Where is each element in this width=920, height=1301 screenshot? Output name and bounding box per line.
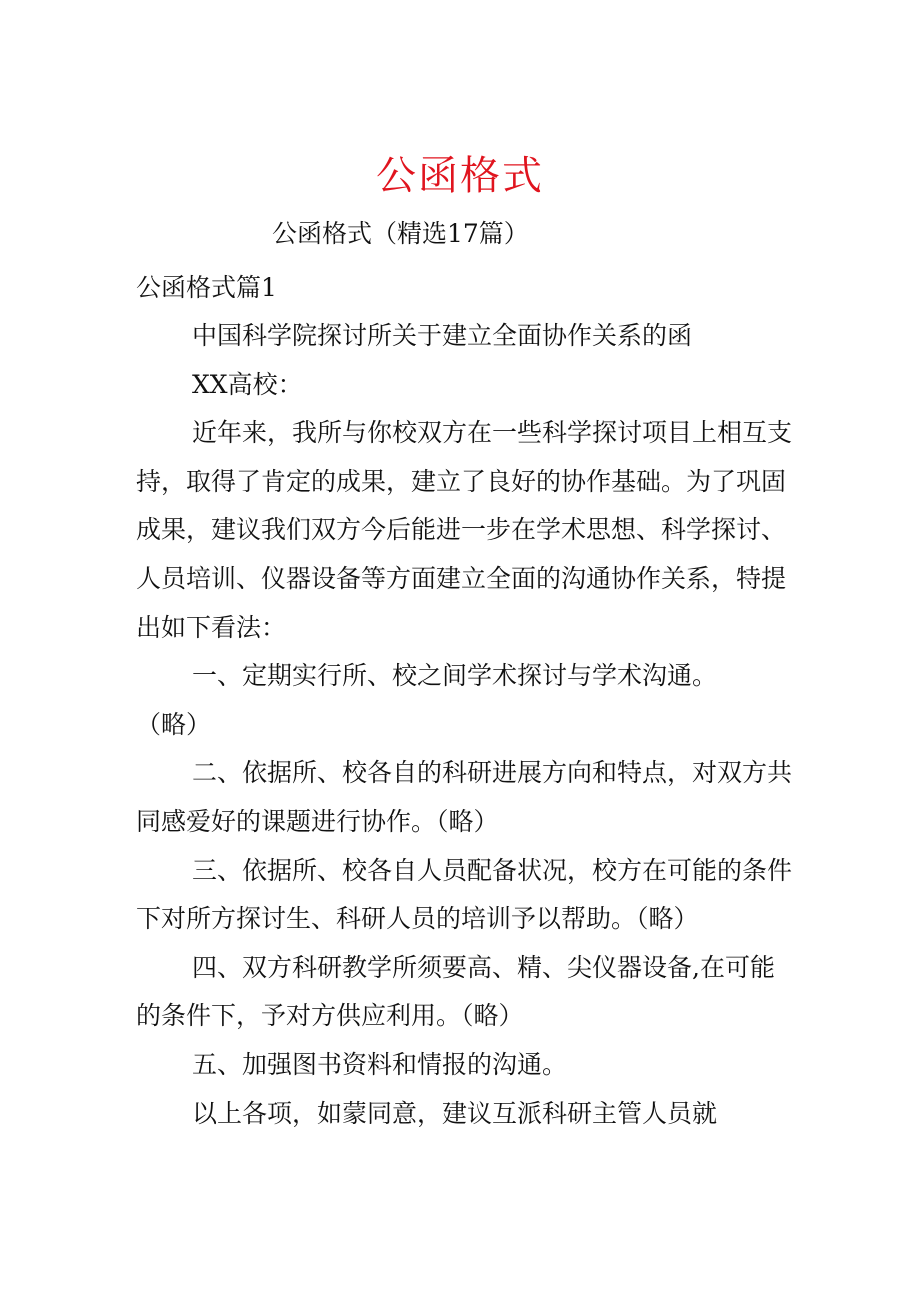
paragraph-intro: 近年来，我所与你校双方在一些科学探讨项目上相互支持，取得了肯定的成果，建立了良好的协作基础。为了巩固成果，建议我们双方今后能进一步在学术思想、科学探讨、人员培训、仪器设备等方面建立全面的沟通协作关系，特提出如下看法： bbox=[136, 418, 793, 642]
paragraph-item-4: 四、双方科研教学所须要高、精、尖仪器设备,在可能的条件下，予对方供应利用。（略） bbox=[136, 952, 775, 1031]
paragraph-item-5: 五、加强图书资料和情报的沟通。 bbox=[192, 1049, 568, 1079]
section-heading: 公函格式篇1 bbox=[136, 273, 277, 302]
paragraph-item-3: 三、依据所、校各自人员配备状况，校方在可能的条件下对所方探讨生、科研人员的培训予以帮助。（略） bbox=[136, 855, 793, 934]
document-title: 公函格式 bbox=[376, 153, 544, 199]
salutation: XX高校： bbox=[192, 369, 303, 399]
letter-title: 中国科学院探讨所关于建立全面协作关系的函 bbox=[192, 321, 693, 350]
paragraph-item-1-omitted: （略） bbox=[136, 709, 212, 739]
document-subtitle: 公函格式（精选17篇） bbox=[272, 219, 529, 248]
paragraph-item-1: 一、定期实行所、校之间学术探讨与学术沟通。 bbox=[192, 661, 718, 691]
paragraph-item-2: 二、依据所、校各自的科研进展方向和特点，对双方共同感爱好的课题进行协作。（略） bbox=[136, 758, 793, 836]
letter-body bbox=[136, 312, 796, 1138]
paragraph-closing: 以上各项，如蒙同意，建议互派科研主管人员就 bbox=[192, 1098, 718, 1128]
